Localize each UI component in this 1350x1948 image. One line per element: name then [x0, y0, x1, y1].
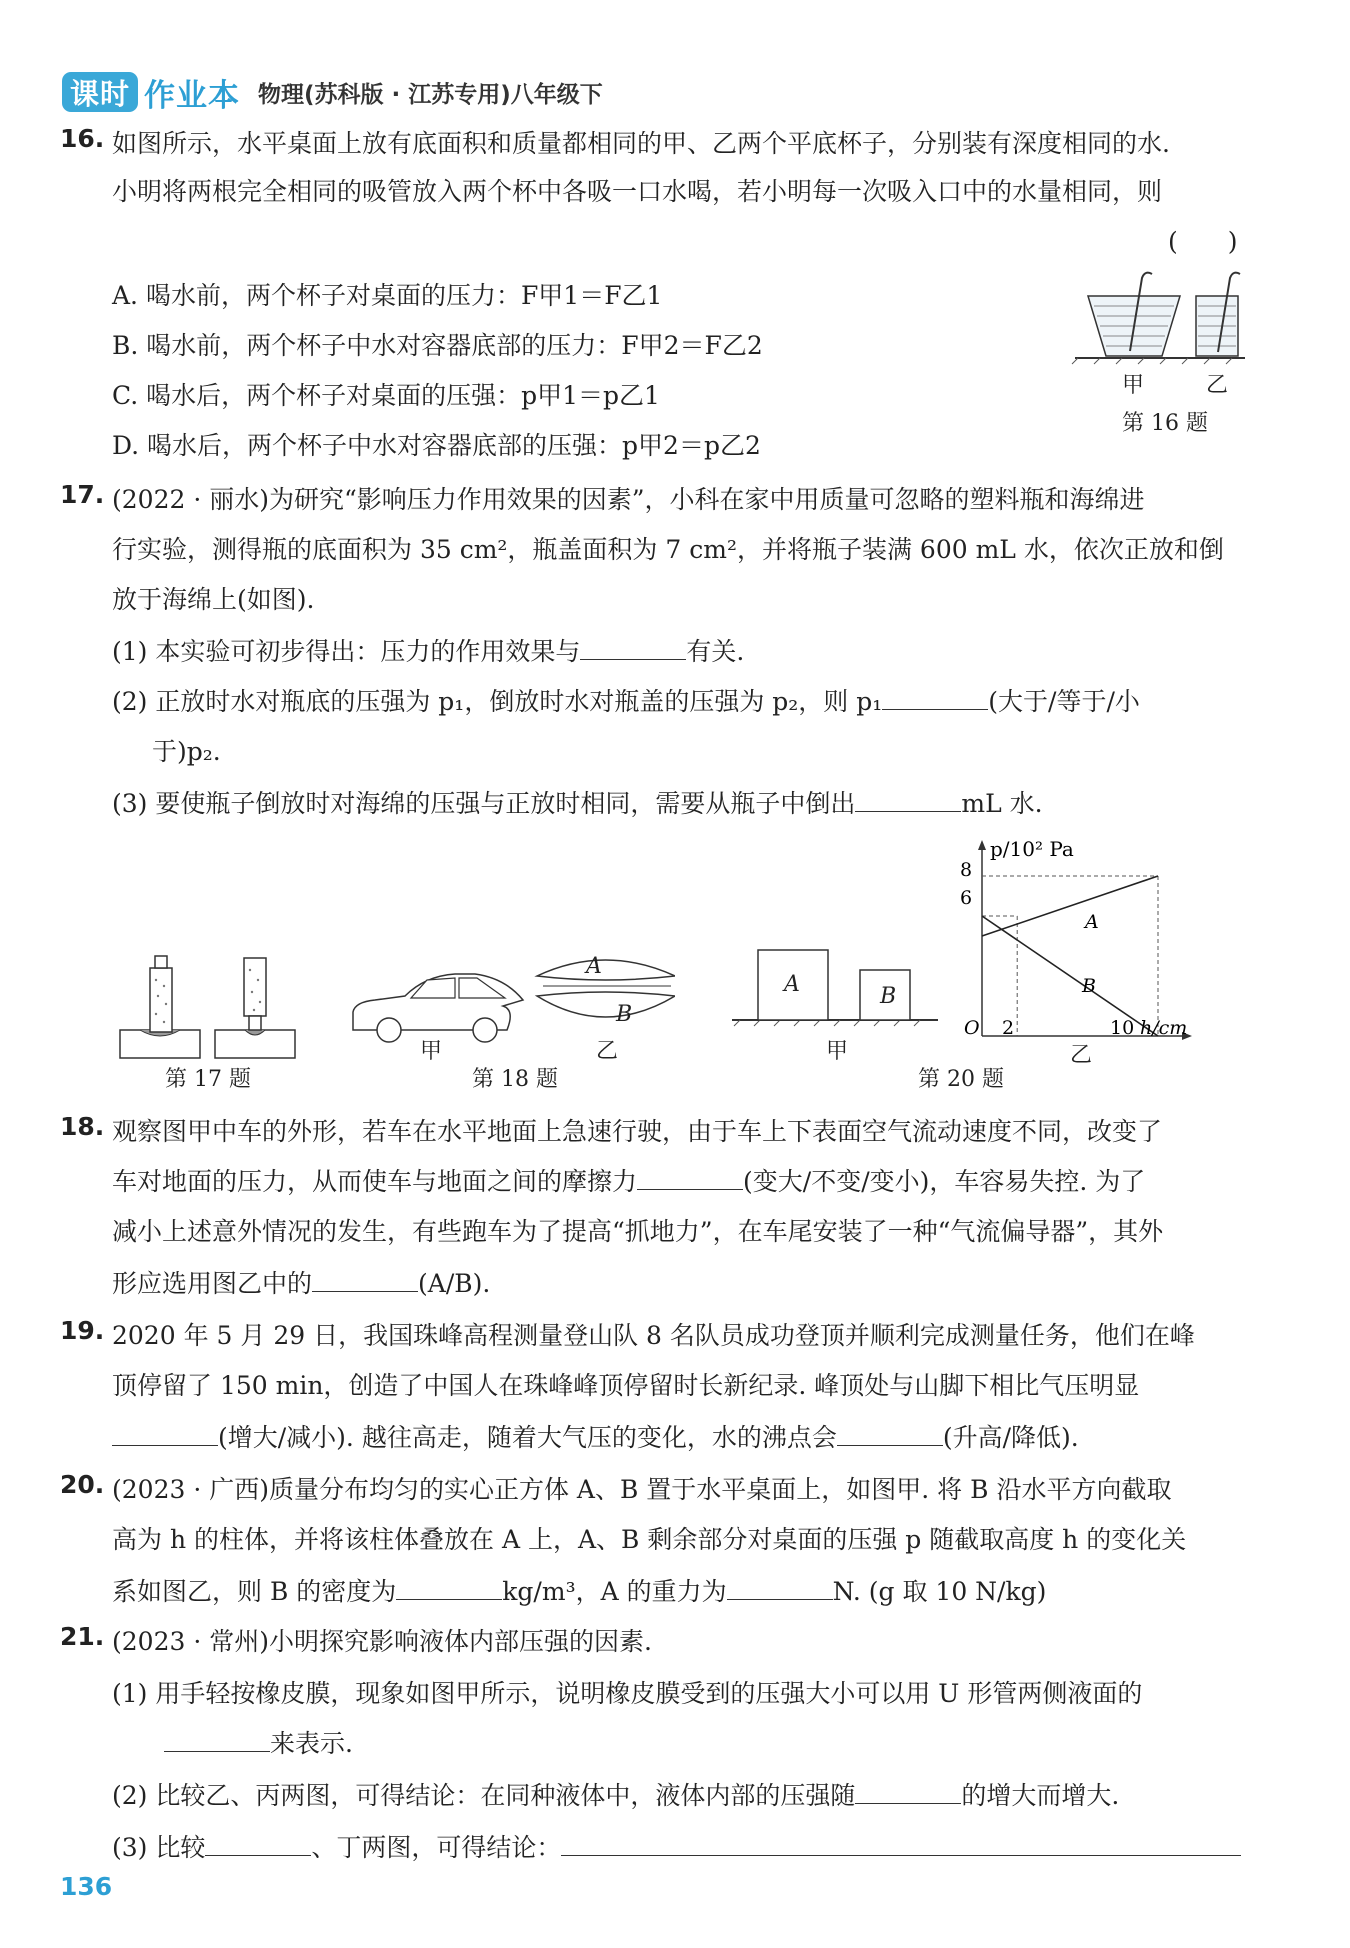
y-tick-8: 8 [960, 859, 973, 881]
cube-b-label: B [880, 984, 897, 1009]
answer-paren: ( ) [1168, 227, 1238, 256]
figure-label-jia: 甲 [1122, 373, 1145, 398]
x-tick-2: 2 [1002, 1017, 1015, 1039]
question-text: 观察图甲中车的外形，若车在水平地面上急速行驶，由于车上下表面空气流动速度不同，改变了 [112, 1117, 1163, 1146]
subquestion-text: 的增大而增大. [961, 1781, 1120, 1810]
figure-17-caption: 第 17 题 [165, 1067, 251, 1092]
answer-blank[interactable] [396, 1577, 502, 1600]
figure-label-jia: 甲 [420, 1039, 443, 1064]
subquestion-text: mL 水. [961, 789, 1043, 818]
question-number: 16. [60, 124, 105, 153]
question-text: (升高/降低). [942, 1423, 1079, 1452]
subquestion-text: 有关. [686, 637, 745, 666]
subquestion-text: (2) 比较乙、丙两图，可得结论：在同种液体中，液体内部的压强随 [112, 1781, 856, 1810]
figure-label-yi: 乙 [596, 1039, 619, 1064]
page-number: 136 [60, 1872, 113, 1901]
question-text: kg/m³，A 的重力为 [502, 1577, 727, 1606]
figure-label-jia: 甲 [826, 1039, 849, 1064]
answer-blank[interactable] [882, 687, 988, 710]
answer-line[interactable] [561, 1833, 1241, 1856]
figure-label-yi: 乙 [1070, 1043, 1093, 1068]
subject-title: 物理(苏科版 · 江苏专用)八年级下 [258, 81, 603, 108]
question-number: 18. [60, 1112, 105, 1141]
question-text: (增大/减小). 越往高走，随着大气压的变化，水的沸点会 [218, 1423, 837, 1452]
subquestion-text: 、丁两图，可得结论： [311, 1833, 562, 1862]
question-text: (2022 · 丽水)为研究“影响压力作用效果的因素”，小科在家中用质量可忽略的塑料瓶和海绵进 [112, 485, 1145, 514]
subquestion-1-cont [164, 1724, 353, 1760]
question-text-line [112, 1418, 1079, 1454]
page-header [62, 70, 603, 114]
question-text: 行实验，测得瓶的底面积为 35 cm²，瓶盖面积为 7 cm²，并将瓶子装满 600 mL 水，依次正放和倒 [112, 535, 1224, 564]
answer-blank[interactable] [855, 1781, 961, 1804]
series-line-a [982, 876, 1158, 936]
figure-16-cups [1070, 266, 1250, 366]
option-b: B. 喝水前，两个杯子中水对容器底部的压力：F甲2＝F乙2 [112, 331, 763, 360]
cube-a-label: A [784, 972, 800, 997]
answer-blank[interactable] [205, 1833, 311, 1856]
subquestion-text: (3) 要使瓶子倒放时对海绵的压强与正放时相同，需要从瓶子中倒出 [112, 789, 856, 818]
answer-blank[interactable] [580, 637, 686, 660]
option-d: D. 喝水后，两个杯子中水对容器底部的压强：p甲2＝p乙2 [112, 431, 761, 460]
question-text: 减小上述意外情况的发生，有些跑车为了提高“抓地力”，在车尾安装了一种“气流偏导器”，其外 [112, 1217, 1164, 1246]
answer-blank[interactable] [637, 1167, 743, 1190]
line-b-label: B [1082, 975, 1096, 997]
option-c: C. 喝水后，两个杯子对桌面的压强：p甲1＝p乙1 [112, 381, 660, 410]
subquestion-3 [112, 1828, 1241, 1864]
question-text-line [112, 1162, 1145, 1198]
question-text: 系如图乙，则 B 的密度为 [112, 1577, 397, 1606]
question-text: (变大/不变/变小)，车容易失控. 为了 [743, 1167, 1146, 1196]
label-a: A [586, 954, 602, 979]
subquestion-text: (大于/等于/小 [988, 687, 1140, 716]
subquestion-text: (3) 比较 [112, 1833, 206, 1862]
figure-20-caption: 第 20 题 [918, 1067, 1004, 1092]
subquestion-2 [112, 682, 1140, 718]
answer-blank[interactable] [855, 789, 961, 812]
x-tick-10: 10 [1110, 1017, 1135, 1039]
figure-20-graph [960, 836, 1210, 1046]
figure-20-cubes [730, 940, 940, 1040]
question-text: 高为 h 的柱体，并将该柱体叠放在 A 上，A、B 剩余部分对桌面的压强 p 随截取高度 h 的变化关 [112, 1525, 1187, 1554]
question-text: 顶停留了 150 min，创造了中国人在珠峰峰顶停留时长新纪录. 峰顶处与山脚下相比气压明显 [112, 1371, 1140, 1400]
question-number: 20. [60, 1470, 105, 1499]
subquestion-text: 来表示. [270, 1729, 353, 1758]
question-number: 21. [60, 1622, 105, 1651]
option-a: A. 喝水前，两个杯子对桌面的压力：F甲1＝F乙1 [112, 281, 663, 310]
question-text: 小明将两根完全相同的吸管放入两个杯中各吸一口水喝，若小明每一次吸入口中的水量相同，则 [112, 177, 1163, 206]
x-axis-label: h/cm [1140, 1017, 1188, 1039]
question-text: 2020 年 5 月 29 日，我国珠峰高程测量登山队 8 名队员成功登顶并顺利完成测量任务，他们在峰 [112, 1321, 1195, 1350]
subquestion-1: (1) 用手轻按橡皮膜，现象如图甲所示，说明橡皮膜受到的压强大小可以用 U 形管两侧液面的 [112, 1679, 1143, 1708]
question-text: (2023 · 广西)质量分布均匀的实心正方体 A、B 置于水平桌面上，如图甲. 将 B 沿水平方向截取 [112, 1475, 1172, 1504]
question-text: 如图所示，水平桌面上放有底面积和质量都相同的甲、乙两个平底杯子，分别装有深度相同的水. [112, 129, 1170, 158]
brand-text: 作业本 [144, 77, 241, 114]
subquestion-2 [112, 1776, 1119, 1812]
figure-17-bottles [110, 950, 310, 1060]
figure-label-yi: 乙 [1206, 373, 1229, 398]
answer-blank[interactable] [727, 1577, 833, 1600]
subquestion-3 [112, 784, 1043, 820]
question-number: 19. [60, 1316, 105, 1345]
question-text: 形应选用图乙中的 [112, 1269, 313, 1298]
question-text-line [112, 1264, 490, 1300]
subquestion-text: 于)p₂. [152, 737, 221, 766]
figure-18-caption: 第 18 题 [472, 1067, 558, 1092]
question-text: (2023 · 常州)小明探究影响液体内部压强的因素. [112, 1627, 652, 1656]
answer-blank[interactable] [164, 1729, 270, 1752]
subquestion-1 [112, 632, 744, 668]
figure-caption: 第 16 题 [1122, 411, 1208, 436]
answer-blank[interactable] [312, 1269, 418, 1292]
answer-blank[interactable] [112, 1423, 218, 1446]
question-text: N. (g 取 10 N/kg) [832, 1577, 1047, 1606]
label-b: B [616, 1002, 633, 1027]
question-text: 车对地面的压力，从而使车与地面之间的摩擦力 [112, 1167, 638, 1196]
origin-label: O [964, 1017, 980, 1039]
y-axis-label: p/10² Pa [990, 837, 1074, 861]
question-text: 放于海绵上(如图). [112, 585, 315, 614]
brand-badge: 课时 [62, 72, 138, 112]
subquestion-text: (2) 正放时水对瓶底的压强为 p₁，倒放时水对瓶盖的压强为 p₂，则 p₁ [112, 687, 883, 716]
line-a-label: A [1085, 911, 1099, 933]
answer-blank[interactable] [837, 1423, 943, 1446]
subquestion-text: (1) 本实验可初步得出：压力的作用效果与 [112, 637, 581, 666]
question-text-line [112, 1572, 1046, 1608]
question-text: (A/B). [418, 1269, 491, 1298]
brand-logo [62, 70, 240, 115]
y-tick-6: 6 [960, 887, 973, 909]
question-number: 17. [60, 480, 105, 509]
